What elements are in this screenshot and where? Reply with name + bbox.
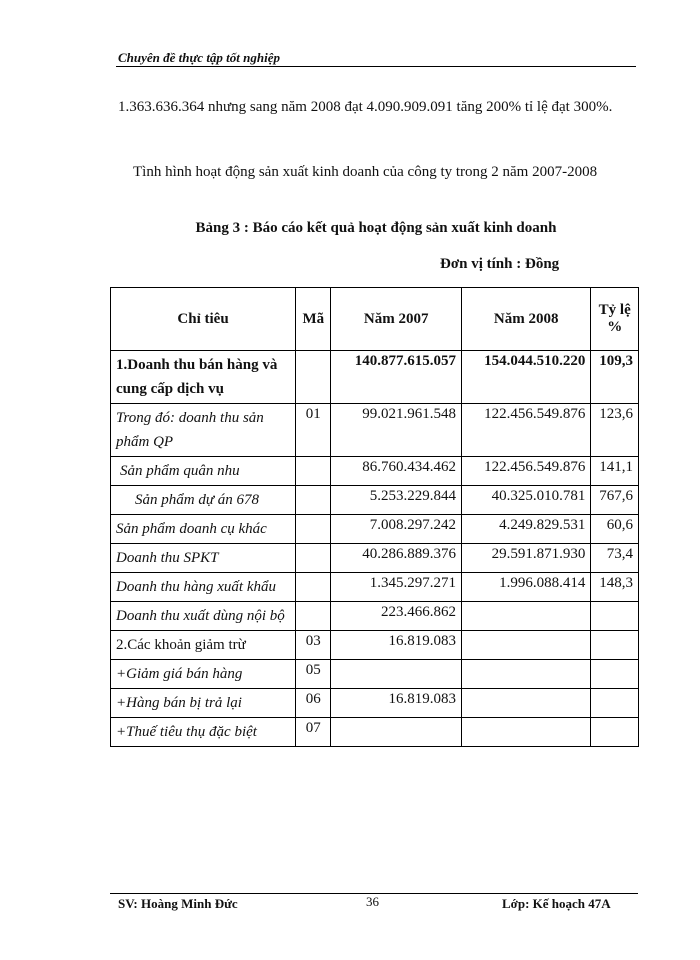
- document-header-title: Chuyên đề thực tập tốt nghiệp: [118, 50, 280, 65]
- row-rate: 767,6: [591, 486, 639, 515]
- table-row: [111, 404, 639, 457]
- row-2007: 1.345.297.271: [331, 573, 461, 602]
- page-number: 36: [366, 894, 379, 909]
- table-row: [111, 631, 639, 660]
- row-rate: [591, 660, 639, 689]
- row-code: 06: [296, 689, 331, 718]
- table-row: [111, 515, 639, 544]
- row-name: +Thuế tiêu thụ đặc biệt: [111, 718, 296, 747]
- row-name: 2.Các khoản giảm trừ: [111, 631, 296, 660]
- row-code: 03: [296, 631, 331, 660]
- row-2007: [331, 718, 461, 747]
- row-code: 05: [296, 660, 331, 689]
- row-name: 1.Doanh thu bán hàng và cung cấp dịch vụ: [111, 351, 296, 404]
- header-rate: Tỷ lệ %: [591, 288, 639, 351]
- row-rate: [591, 602, 639, 631]
- table-header-row: [111, 288, 639, 351]
- row-rate: [591, 631, 639, 660]
- table-row: [111, 718, 639, 747]
- row-2007: [331, 660, 461, 689]
- row-name: Doanh thu xuất dùng nội bộ: [111, 602, 296, 631]
- row-name: +Hàng bán bị trả lại: [111, 689, 296, 718]
- row-2008: 1.996.088.414: [461, 573, 590, 602]
- row-name: Sản phẩm doanh cụ khác: [111, 515, 296, 544]
- row-code: [296, 573, 331, 602]
- table-unit: Đơn vị tính : Đồng: [440, 256, 560, 272]
- table-row: [111, 544, 639, 573]
- row-name: +Giảm giá bán hàng: [111, 660, 296, 689]
- header-2007: Năm 2007: [331, 288, 461, 351]
- row-2008: [461, 718, 590, 747]
- row-code: [296, 544, 331, 573]
- row-2007: 16.819.083: [331, 631, 461, 660]
- row-name: Sản phẩm dự án 678: [111, 486, 296, 515]
- table-row: [111, 573, 639, 602]
- row-2007: 5.253.229.844: [331, 486, 461, 515]
- header-2008: Năm 2008: [461, 288, 590, 351]
- row-rate: 60,6: [591, 515, 639, 544]
- row-2007: 99.021.961.548: [331, 404, 461, 457]
- row-code: 01: [296, 404, 331, 457]
- table-row: [111, 486, 639, 515]
- row-2008: 40.325.010.781: [461, 486, 590, 515]
- row-2008: 154.044.510.220: [461, 351, 590, 404]
- row-name: Doanh thu SPKT: [111, 544, 296, 573]
- row-code: [296, 602, 331, 631]
- header-code: Mã: [296, 288, 331, 351]
- table-row: [111, 351, 639, 404]
- row-2008: [461, 602, 590, 631]
- table-row: [111, 660, 639, 689]
- row-2008: [461, 660, 590, 689]
- row-2008: [461, 631, 590, 660]
- row-rate: 148,3: [591, 573, 639, 602]
- row-2008: 122.456.549.876: [461, 457, 590, 486]
- row-rate: 141,1: [591, 457, 639, 486]
- row-code: [296, 457, 331, 486]
- header-divider: [116, 66, 636, 67]
- row-rate: [591, 689, 639, 718]
- row-rate: 73,4: [591, 544, 639, 573]
- row-code: [296, 486, 331, 515]
- row-2008: [461, 689, 590, 718]
- table-row: [111, 689, 639, 718]
- row-2007: 223.466.862: [331, 602, 461, 631]
- row-name: Sản phẩm quân nhu: [111, 457, 296, 486]
- report-table: [110, 287, 639, 747]
- row-name: Doanh thu hàng xuất khẩu: [111, 573, 296, 602]
- row-2008: 4.249.829.531: [461, 515, 590, 544]
- header-name: Chỉ tiêu: [111, 288, 296, 351]
- row-code: [296, 351, 331, 404]
- table-row: [111, 457, 639, 486]
- footer-student: SV: Hoàng Minh Đức: [118, 896, 238, 911]
- table-caption: Bảng 3 : Báo cáo kết quả hoạt động sản xuất kinh doanh: [195, 220, 557, 236]
- paragraph-2: Tình hình hoạt động sản xuất kinh doanh của công ty trong 2 năm 2007-2008: [133, 164, 598, 180]
- footer-class: Lớp: Kế hoạch 47A: [502, 896, 611, 911]
- row-2008: 29.591.871.930: [461, 544, 590, 573]
- row-2007: 86.760.434.462: [331, 457, 461, 486]
- paragraph-1: 1.363.636.364 nhưng sang năm 2008 đạt 4.090.909.091 tăng 200% tỉ lệ đạt 300%.: [118, 99, 613, 115]
- row-2007: 16.819.083: [331, 689, 461, 718]
- row-2008: 122.456.549.876: [461, 404, 590, 457]
- row-2007: 7.008.297.242: [331, 515, 461, 544]
- row-2007: 40.286.889.376: [331, 544, 461, 573]
- row-rate: 123,6: [591, 404, 639, 457]
- row-name: Trong đó: doanh thu sản phẩm QP: [111, 404, 296, 457]
- table-row: [111, 602, 639, 631]
- row-code: 07: [296, 718, 331, 747]
- row-code: [296, 515, 331, 544]
- row-2007: 140.877.615.057: [331, 351, 461, 404]
- row-rate: 109,3: [591, 351, 639, 404]
- row-rate: [591, 718, 639, 747]
